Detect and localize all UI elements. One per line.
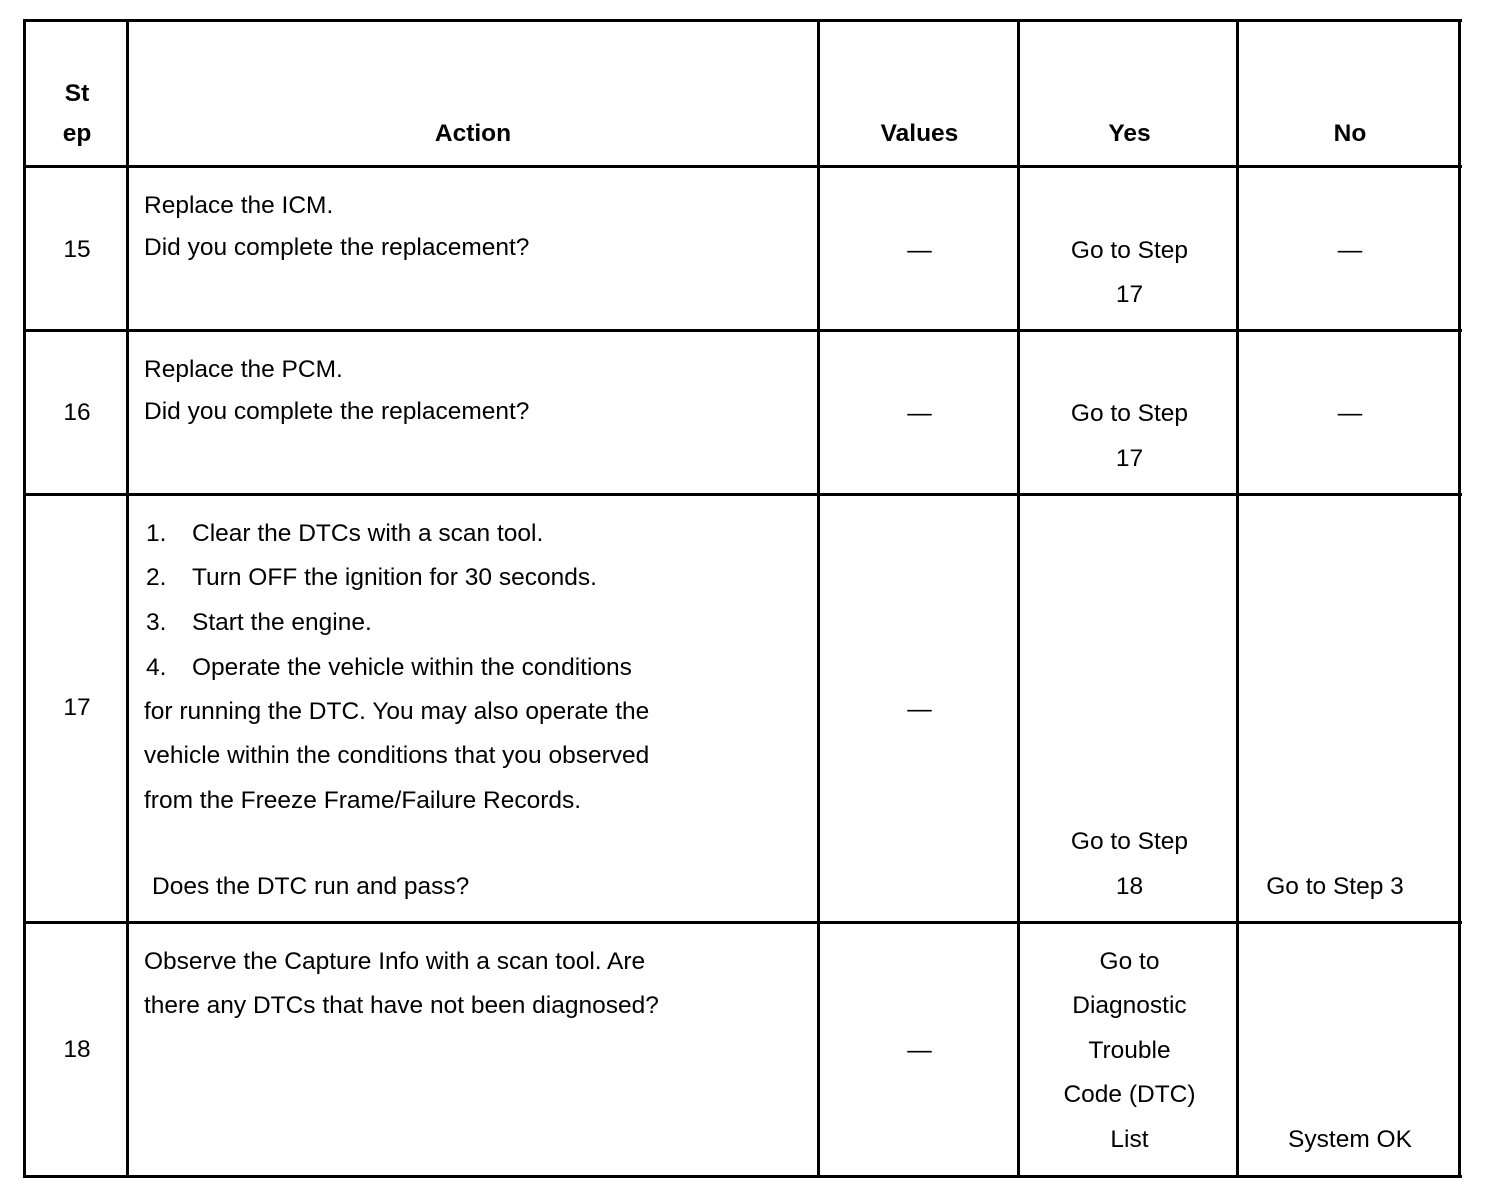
list-number: 3. <box>146 609 167 636</box>
action-line: vehicle within the conditions that you observed <box>144 742 650 769</box>
yes-line: Trouble <box>1088 1037 1171 1064</box>
action-line: there any DTCs that have not been diagnosed? <box>144 992 659 1019</box>
no-cell: — <box>1337 237 1363 264</box>
action-line: Did you complete the replacement? <box>144 398 530 425</box>
yes-line: List <box>1110 1126 1149 1153</box>
grid-line <box>23 19 26 1178</box>
grid-line <box>126 19 129 1178</box>
action-line: for running the DTC. You may also operate the <box>144 698 650 725</box>
grid-line <box>1017 19 1020 1178</box>
yes-line: Code (DTC) <box>1063 1081 1196 1108</box>
values-cell: — <box>907 1037 932 1064</box>
header-values: Values <box>880 120 959 147</box>
grid-line <box>1458 19 1461 1178</box>
values-cell: — <box>907 237 932 264</box>
yes-line: Go to Step <box>1070 828 1189 855</box>
yes-line: Go to <box>1099 948 1160 975</box>
action-question: Does the DTC run and pass? <box>152 873 470 900</box>
yes-line: 17 <box>1115 445 1144 472</box>
list-number: 1. <box>146 520 167 547</box>
action-line: from the Freeze Frame/Failure Records. <box>144 787 582 814</box>
grid-line <box>23 329 1462 332</box>
list-item: Operate the vehicle within the conditions <box>192 654 632 681</box>
list-item: Turn OFF the ignition for 30 seconds. <box>192 564 597 591</box>
header-step-line: ep <box>62 120 92 147</box>
yes-line: 18 <box>1115 873 1144 900</box>
header-step <box>27 74 127 154</box>
step-number: 16 <box>63 399 91 426</box>
grid-line <box>23 921 1462 924</box>
grid-line <box>23 1175 1462 1178</box>
step-number: 18 <box>63 1036 91 1063</box>
step-number: 15 <box>63 236 91 263</box>
header-yes: Yes <box>1108 120 1151 147</box>
list-number: 4. <box>146 654 167 681</box>
values-cell: — <box>907 696 932 723</box>
header-action: Action <box>434 120 512 147</box>
action-line: Observe the Capture Info with a scan tool. Are <box>144 948 646 975</box>
grid-line <box>23 493 1462 496</box>
step-number: 17 <box>63 694 91 721</box>
no-cell: — <box>1337 400 1363 427</box>
grid-line <box>23 165 1462 168</box>
list-item: Clear the DTCs with a scan tool. <box>192 520 544 547</box>
yes-line: Diagnostic <box>1072 992 1187 1019</box>
list-number: 2. <box>146 564 167 591</box>
yes-line: 17 <box>1115 281 1144 308</box>
header-no: No <box>1333 120 1367 147</box>
values-cell: — <box>907 400 932 427</box>
no-cell: Go to Step 3 <box>1266 873 1404 900</box>
action-line: Did you complete the replacement? <box>144 234 530 261</box>
action-line: Replace the ICM. <box>144 192 334 219</box>
no-cell: System OK <box>1288 1126 1412 1153</box>
action-line: Replace the PCM. <box>144 356 343 383</box>
list-item: Start the engine. <box>192 609 372 636</box>
yes-line: Go to Step <box>1070 237 1189 264</box>
header-step-line: St <box>64 80 90 107</box>
yes-line: Go to Step <box>1070 400 1189 427</box>
grid-line <box>23 19 1462 22</box>
grid-line <box>817 19 820 1178</box>
